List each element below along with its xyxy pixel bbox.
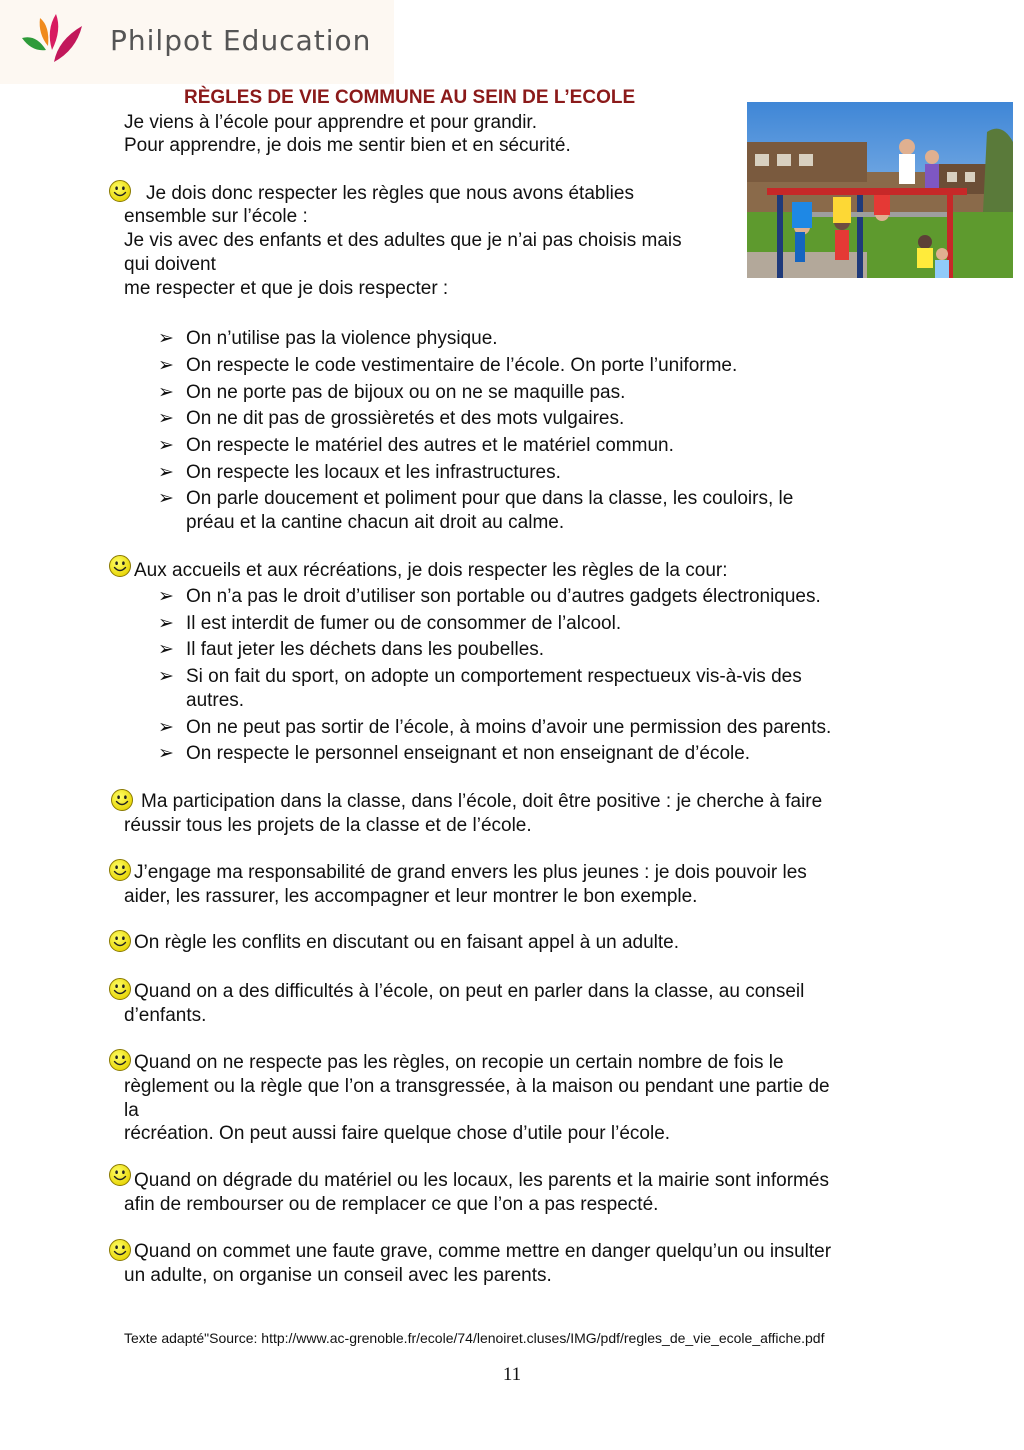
paragraph-line: Je vis avec des enfants et des adultes que je n’ai pas choisis mais <box>124 230 682 251</box>
paragraph-line: afin de rembourser ou de remplacer ce que l’on a pas respecté. <box>124 1194 659 1215</box>
smiley-face-icon <box>110 788 134 812</box>
paragraph-line: récréation. On peut aussi faire quelque chose d’utile pour l’école. <box>124 1123 671 1144</box>
smiley-face-icon <box>108 929 132 953</box>
arrow-bullet-icon: ➢ <box>158 408 174 429</box>
list-item-continuation: autres. <box>186 690 245 711</box>
smiley-face-icon <box>108 179 132 203</box>
paragraph-line: aider, les rassurer, les accompagner et leur montrer le bon exemple. <box>124 886 698 907</box>
page-number: 11 <box>502 1364 522 1385</box>
source-citation: Texte adapté"Source: http://www.ac-grenoble.fr/ecole/74/lenoiret.cluses/IMG/pdf/regles_de_vie_ecole_affiche.pdf <box>124 1330 825 1346</box>
list-item-text: On ne peut pas sortir de l’école, à moins d’avoir une permission des parents. <box>186 717 832 738</box>
brand-name: Philpot Education <box>110 24 372 57</box>
list-item-text: Il est interdit de fumer ou de consommer de l’alcool. <box>186 613 622 634</box>
list-item-text: On n’utilise pas la violence physique. <box>186 328 498 349</box>
page-title: RÈGLES DE VIE COMMUNE AU SEIN DE L’ECOLE <box>184 87 636 108</box>
paragraph-line: ensemble sur l’école : <box>124 206 308 227</box>
list-item-text: On respecte le personnel enseignant et non enseignant de d’école. <box>186 743 751 764</box>
smiley-face-icon <box>108 1163 132 1187</box>
smiley-face-icon <box>108 1238 132 1262</box>
arrow-bullet-icon: ➢ <box>158 462 174 483</box>
list-item-text: On respecte le matériel des autres et le matériel commun. <box>186 435 674 456</box>
arrow-bullet-icon: ➢ <box>158 435 174 456</box>
arrow-bullet-icon: ➢ <box>158 382 174 403</box>
intro-line: Pour apprendre, je dois me sentir bien et en sécurité. <box>124 135 571 156</box>
list-item-text: On ne porte pas de bijoux ou on ne se maquille pas. <box>186 382 626 403</box>
arrow-bullet-icon: ➢ <box>158 613 174 634</box>
paragraph-line: la <box>124 1100 139 1121</box>
paragraph-line: qui doivent <box>124 254 216 275</box>
paragraph-line: un adulte, on organise un conseil avec les parents. <box>124 1265 552 1286</box>
list-item-text: On parle doucement et poliment pour que dans la classe, les couloirs, le <box>186 488 794 509</box>
paragraph-line: Quand on ne respecte pas les règles, on recopie un certain nombre de fois le <box>134 1052 784 1073</box>
paragraph-line: Quand on commet une faute grave, comme mettre en danger quelqu’un ou insulter <box>134 1241 832 1262</box>
smiley-face-icon <box>108 977 132 1001</box>
flower-logo-icon <box>16 12 86 68</box>
paragraph-line: réussir tous les projets de la classe et de l’école. <box>124 815 532 836</box>
list-item-text: On respecte le code vestimentaire de l’école. On porte l’uniforme. <box>186 355 738 376</box>
paragraph-line: Quand on dégrade du matériel ou les locaux, les parents et la mairie sont informés <box>134 1170 829 1191</box>
paragraph-line: me respecter et que je dois respecter : <box>124 278 449 299</box>
arrow-bullet-icon: ➢ <box>158 488 174 509</box>
list-item-continuation: préau et la cantine chacun ait droit au calme. <box>186 512 565 533</box>
paragraph-line: Aux accueils et aux récréations, je dois respecter les règles de la cour: <box>134 560 728 581</box>
smiley-face-icon <box>108 858 132 882</box>
paragraph-line: Ma participation dans la classe, dans l’école, doit être positive : je cherche à faire <box>141 791 823 812</box>
paragraph-line: d’enfants. <box>124 1005 207 1026</box>
smiley-face-icon <box>108 554 132 578</box>
paragraph-line: règlement ou la règle que l’on a transgressée, à la maison ou pendant une partie de <box>124 1076 830 1097</box>
arrow-bullet-icon: ➢ <box>158 666 174 687</box>
header-band <box>0 0 394 84</box>
paragraph-line: On règle les conflits en discutant ou en faisant appel à un adulte. <box>134 932 680 953</box>
paragraph-line: Je dois donc respecter les règles que nous avons établies <box>146 183 634 204</box>
list-item-text: Si on fait du sport, on adopte un comportement respectueux vis-à-vis des <box>186 666 802 687</box>
arrow-bullet-icon: ➢ <box>158 586 174 607</box>
arrow-bullet-icon: ➢ <box>158 639 174 660</box>
list-item-text: On n’a pas le droit d’utiliser son portable ou d’autres gadgets électroniques. <box>186 586 821 607</box>
intro-line: Je viens à l’école pour apprendre et pour grandir. <box>124 112 537 133</box>
arrow-bullet-icon: ➢ <box>158 328 174 349</box>
smiley-face-icon <box>108 1048 132 1072</box>
playground-photo <box>747 102 1013 278</box>
list-item-text: On ne dit pas de grossièretés et des mots vulgaires. <box>186 408 625 429</box>
paragraph-line: J’engage ma responsabilité de grand envers les plus jeunes : je dois pouvoir les <box>134 862 807 883</box>
paragraph-line: Quand on a des difficultés à l’école, on peut en parler dans la classe, au conseil <box>134 981 805 1002</box>
arrow-bullet-icon: ➢ <box>158 355 174 376</box>
arrow-bullet-icon: ➢ <box>158 743 174 764</box>
arrow-bullet-icon: ➢ <box>158 717 174 738</box>
list-item-text: Il faut jeter les déchets dans les poubelles. <box>186 639 545 660</box>
list-item-text: On respecte les locaux et les infrastructures. <box>186 462 561 483</box>
